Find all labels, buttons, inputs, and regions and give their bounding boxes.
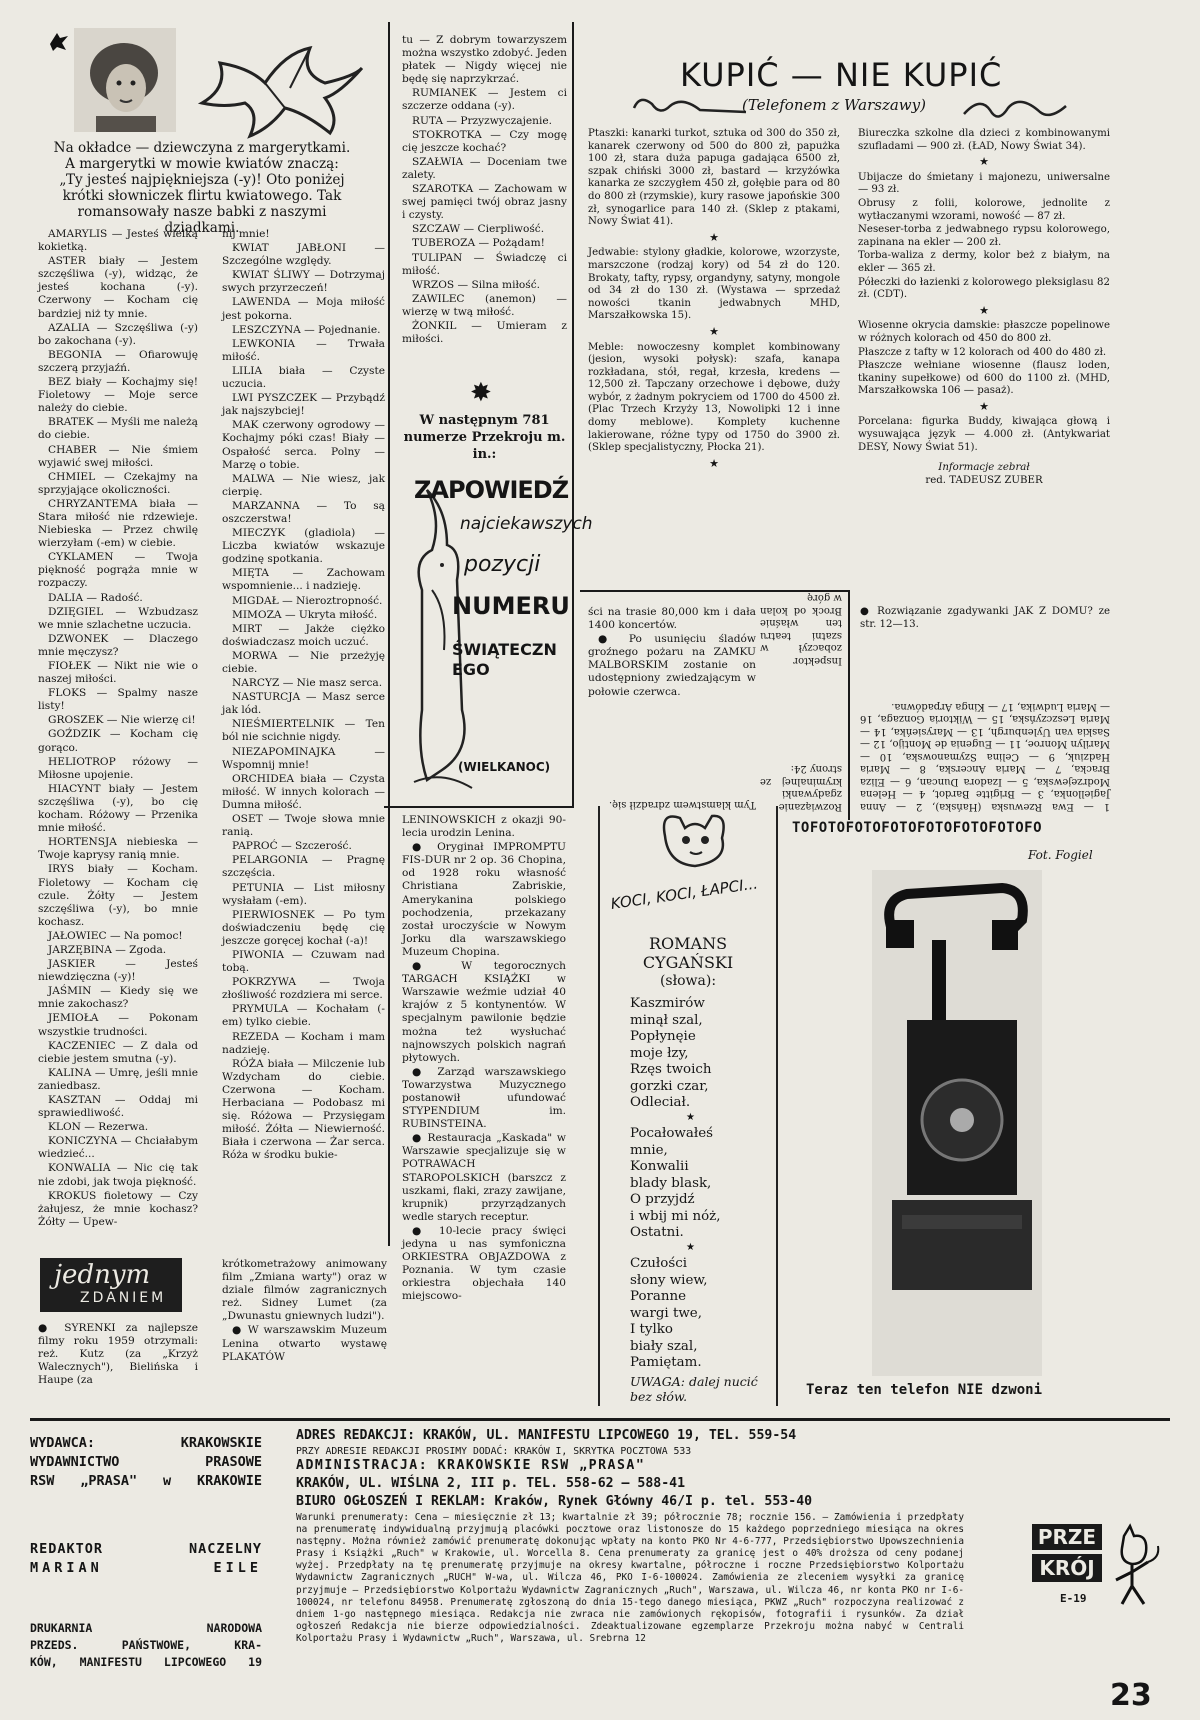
romans-verse-2 — [630, 1126, 721, 1242]
jednym-zdaniem-header — [40, 1258, 182, 1312]
dict-entry: PAPROĆ — Szczerość. — [232, 840, 352, 853]
publisher-line: RSW „PRASA" w KRAKOWIE — [30, 1473, 262, 1489]
scroll-ornament-icon — [630, 90, 750, 130]
administration: ADMINISTRACJA: KRAKOWSKIE RSW „PRASA" — [296, 1458, 646, 1473]
answer-text: Tym klamstwem zdradził się. — [608, 799, 756, 810]
title-line: ROMANS — [648, 934, 728, 953]
dict-entry: KASZTAN — Oddaj mi sprawiedliwość. — [38, 1094, 198, 1120]
teaser-line: najciekawszych — [460, 514, 593, 534]
editor-line: REDAKTOR NACZELNY — [30, 1541, 262, 1557]
dict-entry: PIWONIA — Czuwam nad tobą. — [222, 948, 385, 975]
news-item: ● Zarząd warszawskiego Towarzystwa Muzycznego postanowił ufundować STYPENDIUM im. RUBINSTEINA. — [402, 1065, 566, 1131]
footer-rule — [30, 1418, 1170, 1421]
kupic-left-column — [588, 128, 840, 583]
dict-entry: RUMIANEK — Jestem ci szczerze oddana (-y). — [402, 87, 567, 113]
kupic-item: Meble: nowoczesny komplet kombinowany (jesion, wysoki połysk): szafa, kanapa rozkładana, stół, regał, krzesła, kredens — 12,500 zł. Tapczany orzechowe i dębowe, duży wybór, z żadnym pokryciem od 1700 do 4500 zł. (Plac Trzech Krzyży 13, Nowolipki 12 i inne domy meblowe). Komplety kuchenne lakierowane, różne typy od 1750 do 3900 zł. (Sklep specjalistyczny, Płocka 21). — [588, 341, 840, 454]
news-item: ● SYRENKI za najlepsze filmy roku 1959 otrzymali: reż. Kutz (za „Krzyż Walecznych"), Bielińska i Haupe (za — [38, 1322, 198, 1387]
dict-entry: LEWKONIA — Trwała miłość. — [222, 337, 385, 363]
photo-credit: Fot. Fogiel — [1028, 848, 1093, 862]
dict-entry: KLON — Rezerwa. — [48, 1121, 149, 1134]
verse-line: i wbij mi nóż, — [630, 1208, 721, 1224]
printer-line: KÓW, MANIFESTU LIPCOWEGO 19 — [30, 1655, 262, 1669]
frame-line — [388, 22, 390, 808]
dict-entry: LESZCZYNA — Pojednanie. — [232, 323, 381, 336]
credit-line: red. TADEUSZ ZUBER — [925, 474, 1043, 486]
dict-entry: MIRT — Jakże ciężko doświadczasz moich uczuć. — [222, 622, 385, 648]
tofoto-header: TOFOTOFOTOFOTOFOTOFOTOFOTOFO — [792, 820, 1043, 836]
koci-title: KOCI, KOCI, ŁAPCI... — [609, 874, 759, 913]
kupic-item: Neseser-torba z jedwabnego rypsu kolorowego, zapinana na ekler — 200 zł. — [858, 224, 1110, 248]
kupic-item: Płaszcze wełniane wiosenne (flausz loden, tkaniny supełkowe) od 600 do 1100 zł. (MHD, Marszałkowska 106 — pasaż). — [858, 360, 1110, 397]
publisher-info — [30, 1434, 262, 1491]
verse-line: I tylko — [630, 1322, 673, 1337]
separator-star-icon: ★ — [979, 155, 989, 169]
editor-info — [30, 1540, 262, 1578]
dict-entry: RÓŻA biała — Milczenie lub Wzdycham do ciebie. Czerwona — Kocham. Herbaciana — Podobasz mi się. Różowa — Przysięgam miłość. Żółta — Niewierność. Biała i czerwona — Żar serca. Róża w środku bukie- — [222, 1057, 385, 1162]
printer-line: PRZEDS. PAŃSTWOWE, KRA- — [30, 1638, 262, 1652]
dict-entry: KALINA — Umrę, jeśli mnie zaniedbasz. — [38, 1066, 198, 1092]
dict-entry: SZCZAW — Cierpliwość. — [412, 223, 545, 236]
kupic-item: Płaszcze z tafty w 12 kolorach od 400 do 480 zł. — [858, 346, 1107, 358]
dict-entry: BRATEK — Myśli me należą do ciebie. — [38, 416, 198, 442]
corner-leaf-icon — [47, 30, 71, 58]
issue-code: E-19 — [1060, 1592, 1087, 1605]
jednym-col1 — [38, 1322, 198, 1414]
frame-line — [572, 22, 574, 808]
dict-entry: DALIA — Radość. — [48, 591, 143, 604]
dict-entry: DZWONEK — Dlaczego mnie męczysz? — [38, 632, 198, 658]
next-issue-announcement: W następnym 781 numerze Przekroju m. in.: — [403, 413, 566, 462]
dict-entry: MARZANNA — To są oszczerstwa! — [222, 499, 385, 525]
dict-entry: PRYMULA — Kochałam (-em) tylko ciebie. — [222, 1003, 385, 1029]
editorial-address-note: PRZY ADRESIE REDAKCJI PROSIMY DODAĆ: KRAKÓW I, SKRYTKA POCZTOWA 533 — [296, 1446, 692, 1457]
dict-entry: CHMIEL — Czekajmy na sprzyjające okoliczności. — [38, 470, 198, 496]
editorial-address: ADRES REDAKCJI: KRAKÓW, UL. MANIFESTU LIPCOWEGO 19, TEL. 559-54 — [296, 1428, 797, 1443]
dict-entry: CHRYZANTEMA biała — Stara miłość nie rdzewieje. Niebieska — Przez chwilę wierzyłam (-em) w ciebie. — [38, 497, 198, 550]
kupic-right-column — [858, 128, 1110, 583]
dict-entry: ORCHIDEA biała — Czysta miłość. W innych kolorach — Dumna miłość. — [222, 772, 385, 811]
dict-entry: KWIAT JABŁONI — Szczególne względy. — [222, 242, 385, 268]
kupic-item: Biureczka szkolne dla dzieci z kombinowanymi szufladami — 900 zł. (ŁAD, Nowy Świat 34). — [858, 128, 1110, 152]
verse-line: Pamiętam. — [630, 1355, 702, 1370]
dict-entry: JAŁOWIEC — Na pomoc! — [48, 929, 183, 942]
answer-text: ● Rozwiązanie zgadywanki JAK Z DOMU? ze str. 12—13. — [860, 606, 1110, 630]
teaser-line: pozycji — [464, 552, 541, 577]
title-line: CYGAŃSKI — [642, 953, 734, 972]
kupic-title: KUPIĆ — NIE KUPIĆ — [680, 56, 1003, 94]
upside-down-answer — [760, 592, 842, 666]
star-ornament-icon: ✸ — [470, 378, 492, 408]
answer-text: Inspektor zobaczył w szatni teatru ten właśnie Brock od kolan w górę — [760, 592, 842, 666]
dict-entry: MORWA — Nie przeżyję ciebie. — [222, 649, 385, 675]
dict-entry: NASTURCJA — Masz serce jak lód. — [222, 691, 385, 717]
dict-entry: CHABER — Nie śmiem wyjawić swej miłości. — [38, 443, 198, 469]
verse-line: moje łzy, — [630, 1045, 689, 1061]
kupic-item: Torba-waliza z dermy, kolor beż z białym, na ekler — 365 zł. — [858, 250, 1110, 274]
publisher-line: WYDAWNICTWO PRASOWE — [30, 1454, 262, 1470]
news-item: ● W warszawskim Muzeum Lenina otwarto wystawę PLAKATÓW — [222, 1324, 387, 1363]
dict-entry: MAK czerwony ogrodowy — Kochajmy póki czas! Biały — Ospałość serca. Polny — Marzę o tobie. — [222, 419, 385, 471]
dict-entry: JEMIOŁA — Pokonam wszystkie trudności. — [38, 1012, 198, 1038]
dict-entry: BEZ biały — Kochajmy się! Fioletowy — Moje serce należy do ciebie. — [38, 376, 198, 415]
jednym-col3 — [402, 814, 566, 1414]
dict-entry: FIOŁEK — Nikt nie wie o naszej miłości. — [38, 660, 198, 686]
kupic-subtitle: (Telefonem z Warszawy) — [742, 96, 926, 114]
printer-line: DRUKARNIA NARODOWA — [30, 1621, 262, 1635]
verse-line: Popłynęie — [630, 1029, 696, 1044]
dict-entry: RUTA — Przyzwyczajenie. — [412, 114, 552, 127]
dict-entry: CYKLAMEN — Twoja piękność pogrąża mnie w rozpaczy. — [38, 551, 198, 590]
easter-issue-teaser — [402, 470, 593, 800]
dict-entry: TULIPAN — Świadczę ci miłość. — [402, 251, 567, 277]
jednym-title-word: ZDANIEM — [80, 1290, 167, 1306]
administration-address: KRAKÓW, UL. WIŚLNA 2, III p. TEL. 558-62 — 588-41 — [296, 1476, 686, 1491]
dict-entry: MALWA — Nie wiesz, jak cierpię. — [222, 472, 385, 498]
dict-entry: GOŹDZIK — Kocham cię gorąco. — [38, 728, 198, 754]
subscription-terms: Warunki prenumeraty: Cena — miesięcznie zł 13; kwartalnie zł 39; półrocznie 78; rocznie 156. — Zamówienia i przedpłaty na prenumeratę indywidualną przyjmują placówki pocztowe oraz listonosze do 15 każdego poprzedniego miesiąca na okres następny. Można również zamówić prenumeratę dokonując wpłaty na konto PKO Nr 4-6-777, Przedsiębiorstwo Upowszechnienia Prasy i Książki „Ruch" w Krakowie, ul. Worcella 8. Cena prenumeraty za granicę jest o 40% droższa od ceny podanej wyżej. Przedpłaty na tę prenumeratę przyjmuje na okresy kwartalne, półroczne i roczne Przedsiębiorstwo Kolportażu Wydawnictw Zagranicznych „RUCH" W-wa, ul. Wilcza 46, PKO I-6-100024. Zamówienia ze zleceniem wysyłki za granicę przyjmuje — Przedsiębiorstwo Kolportażu Wydawnictw Zagranicznych „Ruch", Warszawa, ul. Wilcza 46, nr konta PKO nr I-6-100024, nr telefonu 84958. Prenumeratę zgłoszoną do dnia 15-tego danego miesiąca, PKWZ „Ruch" rozpoczyna realizować z dniem 1-go następnego miesiąca. Redakcja nie zwraca nie zamówionych rękopisów, fotografii i rysunków. Za dział ogłoszeń Redakcja nie bierze odpowiedzialności. Zdeaktualizowane egzemplarze Przekroju można nabyć w Centrali Kolportażu Prasy i Wydawnictw „Ruch", Warszawa, ul. Srebrna 12 — [296, 1512, 964, 1644]
dict-entry: PELARGONIA — Pragnę szczęścia. — [222, 854, 385, 880]
dict-entry: KWIAT ŚLIWY — Dotrzymaj swych przyrzeczeń! — [222, 269, 385, 295]
frame-line — [388, 806, 390, 1246]
separator-star-icon: ★ — [979, 399, 989, 413]
dict-entry: DZIĘGIEL — Wzbudzasz we mnie szlachetne uczucia. — [38, 605, 198, 631]
dict-entry: ŻONKIL — Umieram z miłości. — [402, 319, 567, 346]
dict-entry: MIĘTA — Zachowam wspomnienie... i nadzieję. — [222, 567, 385, 593]
kupic-item: Ubijacze do śmietany i majonezu, uniwersalne — 93 zł. — [858, 171, 1110, 196]
romans-note: UWAGA: dalej nucić bez słów. — [630, 1374, 758, 1404]
dict-entry: nij mnie! — [222, 228, 270, 240]
dict-entry: ZAWILEC (anemon) — wierzę w twą miłość. — [402, 292, 567, 318]
cover-girl-portrait — [74, 28, 176, 132]
dict-entry: HELIOTROP różowy — Miłosne upojenie. — [38, 755, 198, 781]
editor-line: MARIAN EILE — [30, 1560, 262, 1576]
credit-line: Informacje zebrał — [938, 462, 1030, 474]
verse-line: mnie, — [630, 1142, 668, 1158]
dict-entry: PIERWIOSNEK — Po tym doświadczeniu będę cię jeszcze goręcej kochał (-a)! — [222, 908, 385, 947]
dict-entry: PETUNIA — List miłosny wysłałam (-em). — [222, 881, 385, 907]
separator-star-icon: ★ — [709, 324, 719, 338]
news-item: ● Restauracja „Kaskada" w Warszawie specjalizuje się w POTRAWACH STAROPOLSKICH (barszcz z uszkami, flaki, zrazy zawijane, krupnik) przyrządzanych wedle starych receptur. — [402, 1132, 566, 1223]
dict-entry: SZAROTKA — Zachowam w swej pamięci twój obraz jasny i czysty. — [402, 183, 567, 222]
dict-entry: tu — Z dobrym towarzyszem można wszystko zdobyć. Jeden płatek — Nigdy więcej nie będę się naprzykrzać. — [402, 34, 568, 86]
kupic-item: Wiosenne okrycia damskie: płaszcze popelinowe w różnych kolorach od 450 do 800 zł. — [858, 320, 1110, 344]
devil-mascot-icon — [1104, 1524, 1164, 1610]
cat-drawing — [650, 806, 740, 880]
flower-dictionary-col1 — [38, 228, 198, 1228]
intro-text: Na okładce — dziewczyna z margerytkami. A margerytki w mowie kwiatów znaczą: „Ty jesteś najpiękniejsza (-y)! Oto poniżej krótki słowniczek flirtu kwiatowego. Tak romansowały nasze babki z naszymi dziadkami. — [53, 140, 351, 236]
news-item: ● W tegorocznych TARGACH KSIĄŻKI w Warszawie weźmie udział 40 krajów z 5 kontynentów. W specjalnym pawilonie będzie można też wysłuchać najnowszych polskich nagrań płytowych. — [402, 960, 566, 1064]
dict-entry: STOKROTKA — Czy mogę cię jeszcze kochać? — [402, 128, 567, 154]
dict-entry: LILIA biała — Czyste uczucia. — [222, 364, 385, 391]
dict-entry: IRYS biały — Kocham. Fioletowy — Kocham cię czule. Żółty — Jestem szczęśliwa (-y), bo mnie kochasz. — [38, 863, 198, 928]
teaser-line: NUMERU — [452, 592, 570, 620]
dict-entry: KACZENIEC — Z dala od ciebie jestem smutna (-y). — [38, 1039, 198, 1065]
verse-line: Odleciał. — [630, 1095, 691, 1110]
separator-star-icon: ★ — [709, 456, 719, 470]
daisy-sketch — [190, 28, 370, 138]
teaser-line: (WIELKANOC) — [458, 760, 551, 774]
advertising-office: BIURO OGŁOSZEŃ I REKLAM: Kraków, Rynek Główny 46/I p. tel. 553-40 — [296, 1494, 813, 1509]
dict-entry: MIGDAŁ — Nieroztropność. — [232, 594, 383, 607]
dict-entry: TUBEROZA — Pożądam! — [412, 237, 545, 250]
flower-dictionary-col3 — [402, 34, 567, 374]
dict-entry: KROKUS fioletowy — Czy żałujesz, że mnie kochasz? Żółty — Upew- — [38, 1189, 198, 1228]
separator-star-icon: ★ — [686, 1242, 695, 1253]
romans-title — [600, 934, 776, 991]
dict-entry: SZAŁWIA — Doceniam twe zalety. — [402, 155, 567, 181]
publisher-line: WYDAWCA: KRAKOWSKIE — [30, 1435, 262, 1451]
dict-entry: JASKIER — Jesteś niewdzięczna (-y)! — [38, 958, 198, 984]
dict-entry: AZALIA — Szczęśliwa (-y) bo zakochana (-y). — [38, 321, 198, 347]
koci-box — [598, 806, 778, 1406]
kupic-item: Jedwabie: stylony gładkie, kolorowe, wzorzyste, marszczone (rodzaj kory) od 54 zł do 120. Brokaty, tafty, rypsy, organdyny, satyny, mongole od 34 zł do 130 zł. (Wystawa — sprzedaż nowości tkanin jedwabnych MHD, Marszałkowska 15). — [588, 247, 840, 322]
news-item: ści na trasie 80,000 km i dała 1400 koncertów. — [588, 606, 756, 632]
verse-line: Czułości — [630, 1256, 687, 1271]
dict-entry: POKRZYWA — Twoja złośliwość rozdziera mi serce. — [222, 976, 385, 1002]
kupic-item: Obrusy z folii, kolorowe, jednolite z wytłaczanymi wzorami, nowość — 87 zł. — [858, 197, 1110, 222]
verse-line: Rzęs twoich — [630, 1062, 712, 1077]
separator-star-icon: ★ — [686, 1112, 695, 1123]
dict-entry: LAWENDA — Moja miłość jest pokorna. — [222, 296, 385, 322]
dict-entry: REZEDA — Kocham i mam nadzieję. — [222, 1030, 385, 1056]
verse-line: Kaszmirów — [630, 996, 705, 1011]
dict-entry: AMARYLIS — Jesteś wielką kokietką. — [38, 228, 198, 254]
scroll-ornament-icon — [960, 92, 1070, 132]
teaser-line: ŚWIĄTECZNEGO — [452, 640, 557, 679]
dict-entry: GROSZEK — Nie wierzę ci! — [48, 714, 196, 727]
kupic-credit — [858, 462, 1110, 487]
page-number: 23 — [1110, 1678, 1152, 1713]
verse-line: wargi twe, — [630, 1305, 702, 1321]
flower-dictionary-col2 — [222, 228, 385, 1223]
dict-entry: HORTENSJA niebieska — Twoje kaprysy ranią mnie. — [38, 836, 198, 862]
verse-line: słony wiew, — [630, 1272, 708, 1288]
dict-entry: LWI PYSZCZEK — Przybądź jak najszybciej! — [222, 392, 385, 418]
dict-entry: NIEŚMIERTELNIK — Ten ból nie scichnie nigdy. — [222, 718, 385, 744]
verse-line: Pocałowałeś — [630, 1126, 713, 1141]
kupic-item: Porcelana: figurka Buddy, kiwająca głową i wysuwająca język — 4.000 zł. (Antykwariat DESY, Nowy Świat 51). — [858, 416, 1110, 453]
frame-line — [848, 590, 850, 820]
jigsaw-answer-title — [860, 606, 1110, 646]
news-item: LENINOWSKICH z okazji 90-lecia urodzin Lenina. — [402, 814, 566, 840]
answer-text: 1 — Ewa Rzewuska (Hańska), 2 — Anna Jagiellonka, 3 — Brigitte Bardot, 4 — Helena Modrzejewska, 5 — Izadora Duncan, 6 — Eliza Bracka, 7 — Maria Ancerska, 8 — Maria Hadziuk, 9 — Celina Szymanowska, 10 — Marilyn Monroe, 11 — Eugenia de Montijo, 12 — Saskia van Uylenburgh, 13 — Marysieńka, 14 — Maria Leszczyńska, 15 — Wiktoria Gonzaga, 16 — Maria Ludwika, 17 — Kinga Arpadówna. — [860, 701, 1110, 812]
przekroj-logo — [1032, 1524, 1102, 1584]
dict-entry: JARZĘBINA — Zgoda. — [48, 943, 167, 956]
dict-entry: BEGONIA — Ofiarowuję szczerą przyjaźń. — [38, 348, 198, 374]
frame-line — [384, 806, 574, 808]
verse-line: Poranne — [630, 1289, 687, 1304]
logo-text: PRZE — [1032, 1524, 1102, 1550]
dict-entry: NARCYZ — Nie masz serca. — [232, 677, 383, 690]
news-item: ● Po usunięciu śladów groźnego pożaru na ZAMKU MALBORSKIM zostanie on udostępniony zwiedzającym w połowie czerwca. — [588, 633, 756, 698]
jednym-col2 — [222, 1258, 387, 1416]
news-item: ● 10-lecie pracy święci jedyna u nas symfoniczna ORKIESTRA OBJAZDOWA z Poznania. W tym czasie orkiestra objechała 140 miejscowo- — [402, 1224, 566, 1303]
verse-line: Ostatni. — [630, 1225, 684, 1240]
dict-entry: MIECZYK (gladiola) — Liczba kwiatów wskazuje godzinę spotkania. — [222, 527, 385, 566]
dict-entry: FLOKS — Spalmy nasze listy! — [38, 687, 198, 713]
separator-star-icon: ★ — [709, 230, 719, 244]
jednym-title-word: jednym — [54, 1260, 151, 1290]
printer-info — [30, 1620, 262, 1671]
kupic-item: Półeczki do łazienki z kolorowego pleksiglasu 82 zł. (CDT). — [858, 276, 1110, 301]
separator-star-icon: ★ — [979, 303, 989, 317]
upside-down-answer — [760, 672, 842, 812]
upside-down-answer — [588, 680, 756, 810]
dict-entry: WRZOS — Silna miłość. — [412, 278, 541, 291]
dict-entry: NIEZAPOMINAJKA — Wspomnij mnie! — [222, 745, 385, 771]
verse-line: blady blask, — [630, 1175, 712, 1191]
title-line: (słowa): — [659, 973, 717, 989]
verse-line: biały szal, — [630, 1338, 698, 1354]
answer-text: Rozwiązanie zgadywanki kryminalnej ze strony 24: — [760, 763, 842, 812]
dict-entry: ASTER biały — Jestem szczęśliwa (-y), widząc, że jesteś kochana (-y). Czerwony — Kocham cię bardziej niż ty mnie. — [38, 255, 198, 320]
dict-entry: MIMOZA — Ukryta miłość. — [232, 608, 378, 621]
verse-line: Konwalii — [630, 1159, 689, 1174]
vintage-telephone-photo — [872, 870, 1042, 1376]
romans-verse-1 — [630, 996, 712, 1112]
verse-line: O przyjdź — [630, 1192, 695, 1207]
dict-entry: OSET — Twoje słowa mnie ranią. — [222, 813, 385, 839]
romans-verse-3 — [630, 1256, 708, 1372]
upside-down-answer — [860, 652, 1110, 812]
dict-entry: KONICZYNA — Chciałabym wiedzieć... — [38, 1135, 198, 1161]
verse-line: gorzki czar, — [630, 1078, 709, 1094]
news-item: ● Oryginał IMPROMPTU FIS-DUR nr 2 op. 36 Chopina, od 1928 roku własność Christiana Zabriskie, Amerykanina polskiego pochodzenia, przekazany został uroczyście w Nowym Jorku dla warszawskiego Muzeum Chopina. — [402, 841, 566, 958]
teaser-line: ZAPOWIEDŹ — [414, 476, 569, 504]
logo-text: KRÓJ — [1032, 1554, 1102, 1582]
phone-caption: Teraz ten telefon NIE dzwoni — [806, 1382, 1043, 1398]
dict-entry: KONWALIA — Nic cię tak nie zdobi, jak twoja piękność. — [38, 1162, 198, 1188]
dict-entry: HIACYNT biały — Jestem szczęśliwa (-y), bo cię kocham. Różowy — Przenika mnie miłość. — [38, 782, 198, 835]
verse-line: minął szal, — [630, 1012, 703, 1028]
dict-entry: JAŚMIN — Kiedy się we mnie zakochasz? — [38, 985, 198, 1011]
news-item: krótkometrażowy animowany film „Zmiana warty") oraz w dziale filmów zagranicznych reż. Sidney Lumet (za „Dwunastu gniewnych ludzi"). — [222, 1258, 387, 1323]
kupic-item: Ptaszki: kanarki turkot, sztuka od 300 do 350 zł, kanarek czerwony od 500 do 800 zł, papużka 100 zł, stara duża papuga gadająca 6500 zł, szpak chiński 3000 zł, bastard — krzyżówka kanarka ze szczygłem 450 zł, gołębie para od 80 do 800 zł (rzymskie), kury rasowe japońskie 300 zł, synogarlice para 140 zł. (Sklep z ptakami, Nowy Świat 41). — [588, 128, 840, 228]
